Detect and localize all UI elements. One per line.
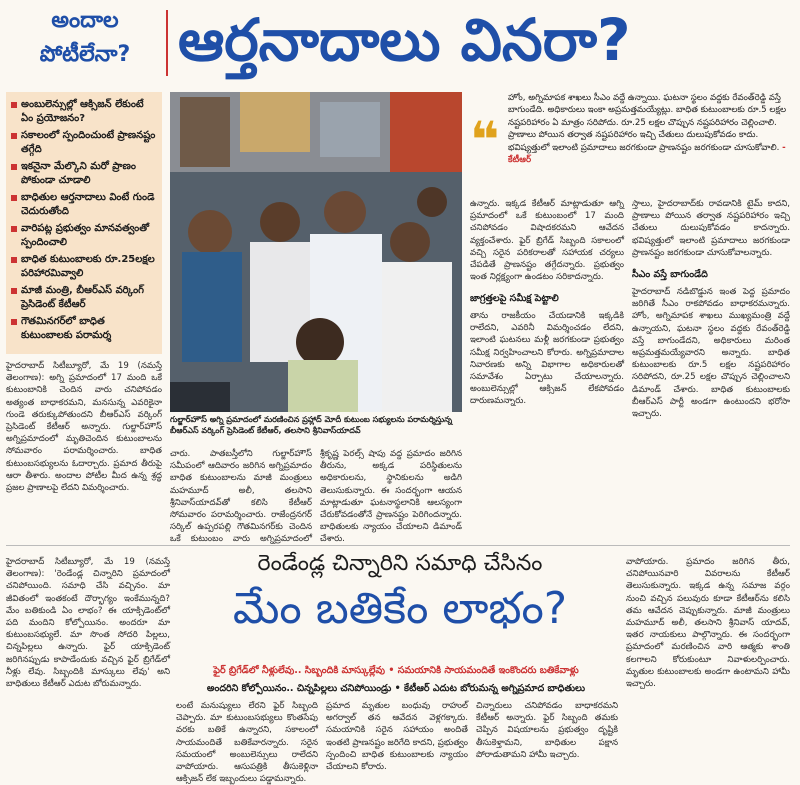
body-column-1: హైదరాబాద్ సిటీబ్యూరో, మే 19 (నమస్తే తెలంగాణ): అగ్ని ప్రమాదంలో 17 మంది ఒకే కుటుంబానికి చెందిన వారు చనిపోవడం అత్యంత బాధాకరమని, మనసున్న ఎవరికైనా గుండె తరుక్కుపోతుందని బీఆర్ఎస్ వర్కింగ్ ప్రెసిడెంట్ కేటీఆర్ అన్నారు. గుల్జార్‌హౌస్ అగ్నిప్రమాదంలో మృతిచెందిన కుటుంబాలను సోమవారం పరామర్శించారు. బాధిత కుటుంబసభ్యులను ఓదార్చారు. ప్రమాద తీరుపై ఆరా తీశారు. అందాల పోటీల మీద ఉన్న శ్రద్ధ ప్రజల ప్రాణాలపై లేదని విమర్శించారు. [6, 361, 162, 494]
second-body-left: హైదరాబాద్ సిటీబ్యూరో, మే 19 (నమస్తే తెలంగాణ): 'రెండేండ్ల చిన్నారిని ప్రమాదంలో చనిపోయింది. సమాధి చేసి వచ్చినం. మా జీవితంలో ఇంతకంటే దౌర్భాగ్యం ఇంకేమున్నది? మేం బతికుండి ఏం లాభం? ఈ యాక్సిడెంట్‌లో పది మందిని కోల్పోయినం. అందరూ మా కుటుంబసభ్యులే. మా సొంత సోదరి పిల్లలు, చిన్నపిల్లలు ఉన్నారు. ఫైర్ యాక్సిడెంట్ జరిగినప్పుడు కాపాడేందుకు వచ్చిన ఫైర్ బ్రిగేడ్‌లో నీళ్లు లేవు. సిబ్బందికి మాస్కులు లేవు' అని బాధితులు కేటీఆర్ ఎదుట బోరుమన్నారు. [6, 557, 170, 690]
second-body-right: వాపోయారు. ప్రమాదం జరిగిన తీరు, చనిపోయినవారి వివరాలను కేటీఆర్ తెలుసుకున్నారు. ఇక్కడ ఉన్న సమాజ వర్గం నుంచి వచ్చిన పలువురు కూడా కేటీఆర్‌ను కలిసి తమ ఆవేదన చెప్పుకున్నారు. మాజీ మంత్రులు మహమూద్ అలీ, తలసాని శ్రీనివాస్ యాదవ్, ఇతర నాయకులు పాల్గొన్నారు. ఈ సందర్భంగా ప్రమాదంలో మరణించిన వారి ఆత్మకు శాంతి కలగాలని కోరుకుంటూ నివాళులర్పించారు. మృతుల కుటుంబాలకు అండగా ఉంటామని హామీ ఇచ్చారు. [626, 557, 790, 690]
quote-author: - కేటీఆర్ [508, 142, 786, 166]
second-subhead-red: ఫైర్ బ్రిగేడ్‌లో నీళ్లులేవు.. సిబ్బందికి మాస్కుల్లేవు • సమయానికి సాయమందితే ఇంకొందరు బతికేవాళ్లు [213, 665, 579, 676]
second-subhead-black: అందరిని కోల్పోయినం.. చిన్నపిల్లలు చనిపోయిండ్రు • కేటీఆర్ ఎదుట బోరుమన్న అగ్నిప్రమాద బాధితులు [206, 683, 586, 694]
highlight-item: బాధిత కుటుంబాలకు రూ.25లక్షల పరిహారమివ్వాలి [11, 253, 157, 281]
body-column-5: స్తాలు, హైదరాబాద్‌కు రావడానికి టైమ్ కాదని, ప్రాణాలు పోయిన తర్వాత నష్టపరిహారం ఇచ్చి చేతులు దులుపుకోవడం కాదన్నారు. భవిష్యత్తులో ఇలాంటి ప్రమాదాలు జరగకుండా ప్రాణనష్టం జరగకుండా చూసుకోవాలన్నారు. [632, 199, 790, 258]
second-body-mid-1: లంటే మనుష్యులు లేరని ఫైర్ సిబ్బంది చెప్పారు. మా కుటుంబసభ్యులు కొంతసేపు వరకు బతికే ఉన్నారని, సకాలంలో సాయమందితే బతికేవారన్నారు. సరైన సమయంలో అంబులెన్సులు రాలేదని వాపోయారు. ఆసుపత్రికి తీసుకెళ్లినా ఆక్సిజన్ లేక ఇబ్బందులు పడ్డామన్నారు. [176, 701, 318, 785]
highlight-item: సకాలంలో స్పందించుంటే ప్రాణనష్టం తగ్గేది [11, 129, 157, 157]
story-divider [6, 545, 790, 546]
photo-caption: గుల్జార్‌హౌస్ అగ్ని ప్రమాదంలో మరణించిన ప్రహ్లాద్ మోదీ కుటుంబ సభ్యులను పరామర్శిస్తున్న బీఆర్ఎస్ వర్కింగ్ ప్రెసిడెంట్ కేటీఆర్, తలసాని శ్రీనివాస్‌యాదవ్ [170, 415, 453, 435]
body-column-4b: తాను రాజకీయం చేయడానికి ఇక్కడికి రాలేదని, ఎవరినీ విమర్శించడం లేదని, ఇలాంటి ఘటనలు మళ్లీ జరగకుండా ప్రభుత్వం సమీక్ష నిర్వహించాలని కోరారు. అగ్నిప్రమాదాల నివారణకు అన్ని విభాగాల అధికారులతో సమావేశం ఏర్పాటు చేయాలన్నారు. అంబులెన్సుల్లో ఆక్సిజన్ లేకపోవడం దారుణమన్నారు. [470, 311, 624, 407]
body-column-4: ఉన్నారు. ఇక్కడ కేటీఆర్ మాట్లాడుతూ ఆగ్ని ప్రమాదంలో ఒకే కుటుంబంలో 17 మంది చనిపోవడం విషాదకరమని ఆవేదన వ్యక్తంచేశారు. ఫైర్ బ్రిగేడ్ సిబ్బంది సకాలంలో వచ్చి సరైన పరికరాలతో సహాయక చర్యలు చేపడితే ప్రాణనష్టం తగ్గేదన్నారు. ప్రభుత్వం ఇంత నిర్లక్ష్యంగా ఉండటం సరికాదన్నారు. [470, 199, 624, 283]
second-headline: మేం బతికేం లాభం? [232, 583, 568, 634]
news-photo [170, 92, 462, 412]
body-column-5b: హైదరాబాద్ నడిబొడ్డున ఇంత పెద్ద ప్రమాదం జరిగితే సీఎం రాకపోవడం బాధాకరమన్నారు. హోం, అగ్నిమాపక శాఖలు ముఖ్యమంత్రి వద్దే ఉన్నాయని, ఘటనా స్థలం వద్దకు రేవంత్‌రెడ్డి వస్తే బాగుండేదని, అధికారులు మరింత అప్రమత్తమయ్యేవారని అన్నారు. బాధిత కుటుంబాలకు రూ.5 లక్షల నష్టపరిహారం సరిపోదని, రూ.25 లక్షల చొప్పున చెల్లించాలని డిమాండ్ చేశారు. బాధిత కుటుంబాలకు బీఆర్ఎస్ పార్టీ అండగా ఉంటుందని భరోసా ఇచ్చారు. [632, 287, 790, 420]
highlight-item: అంబులెన్సుల్లో ఆక్సిజన్ లేకుంటే ఏం ప్రయోజనం? [11, 98, 157, 126]
highlight-item: వారిపట్ల ప్రభుత్వం మానవత్వంతో స్పందించాలి [11, 222, 157, 250]
subhead-col4: జాగ్రత్తలపై సమీక్ష పెట్టాలి [470, 293, 559, 304]
second-body-mid-2: ప్రమాద మృతుల బంధువు రాహుల్ అగర్వాల్ తన ఆవేదన వెళ్లగక్కారు. సమయానికి సరైన సహాయం అందితే ఇంతటి ప్రాణనష్టం జరిగేది కాదని, ప్రభుత్వం స్పందించి బాధిత కుటుంబాలకు న్యాయం చేయాలని కోరారు. [326, 701, 469, 773]
kicker: అందాల పోటీలేనా? [39, 8, 131, 67]
body-column-2: చారు. పాతబస్తీలోని గుల్జార్‌హౌస్ సమీపంలో ఆదివారం జరిగిన అగ్నిప్రమాదం బాధిత కుటుంబాలను మాజీ మంత్రులు మహమూద్ అలీ, తలసాని శ్రీనివాస్‌యాదవ్‌తో కలిసి కేటీఆర్ సోమవారం పరామర్శించారు. రాజేంద్రనగర్ సర్కిల్ ఉప్పరపల్లి గౌతమినగర్‌కు చెందిన ఒకే కుటుంబం వారు అగ్నిప్రమాదంలో [170, 449, 312, 545]
quote-mark-icon: ❝ [470, 111, 500, 169]
highlight-item: గౌతమినగర్‌లో బాధిత కుటుంబాలకు పరామర్శ [11, 315, 157, 343]
photo-illustration [170, 92, 462, 412]
second-body-mid-3: చిన్నారులు చనిపోవడం బాధాకరమని కేటీఆర్ అన్నారు. ఫైర్ సిబ్బంది తమకు చెప్పిన విషయాలను ప్రభుత్వం దృష్టికి తీసుకెళ్తామని, బాధితుల పక్షాన పోరాడుతామని హామీ ఇచ్చారు. [476, 701, 618, 760]
pull-quote [470, 92, 790, 192]
highlight-item: ఇకనైనా మేల్కొని మరో ప్రాణం పోకుండా చూడాలి [11, 160, 157, 188]
kicker-divider [166, 10, 168, 76]
body-column-3: శ్రీకృష్ణ పెరల్స్ షాపు వద్ద ప్రమాదం జరిగిన తీరును, అక్కడ పరిస్థితులను అధికారులను, స్థానికులను అడిగి తెలుసుకున్నారు. ఈ సందర్భంగా ఆయన మాట్లాడుతూ ఘటనాస్థలానికి ఆలస్యంగా చేరుకోవడంతోనే ప్రాణనష్టం పెరిగిందన్నారు. బాధితులకు న్యాయం చేయాలని డిమాండ్ చేశారు. [320, 449, 462, 545]
second-kicker: రెండేండ్ల చిన్నారిని సమాధి చేసినం [257, 551, 543, 576]
highlights-box [6, 92, 162, 354]
highlight-item: బాధితుల ఆర్తనాదాలు వింటే గుండె చెదురుతోంది [11, 191, 157, 219]
quote-text: హోం, అగ్నిమాపక శాఖలు సీఎం వద్దే ఉన్నాయి. ఘటనా స్థలం వద్దకు రేవంత్‌రెడ్డి వస్తే బాగుండేది. అధికారులు ఇంకా అప్రమత్తమయ్యేట్లు. బాధిత కుటుంబాలకు రూ.5 లక్షల నష్టపరిహారం ఏ మాత్రం సరిపోదు. రూ.25 లక్షల చొప్పున నష్టపరిహారం చెల్లించాలి. ప్రాణాలు పోయిన తర్వాత నష్టపరిహారం ఇచ్చి చేతులు దులుపుకోవడం కాదు. భవిష్యత్తులో ఇలాంటి ప్రమాదాలు జరగకుండా ప్రాణనష్టం జరగకుండా చూసుకోవాలి. [508, 93, 787, 153]
quote-body [508, 92, 790, 166]
headline: ఆర్తనాదాలు వినరా? [178, 6, 631, 74]
subhead-col5: సీఎం వస్తే బాగుండేది [632, 269, 708, 280]
highlight-item: మాజీ మంత్రి, బీఆర్ఎస్ వర్కింగ్ ప్రెసిడెంట్ కేటీఆర్ [11, 284, 157, 312]
